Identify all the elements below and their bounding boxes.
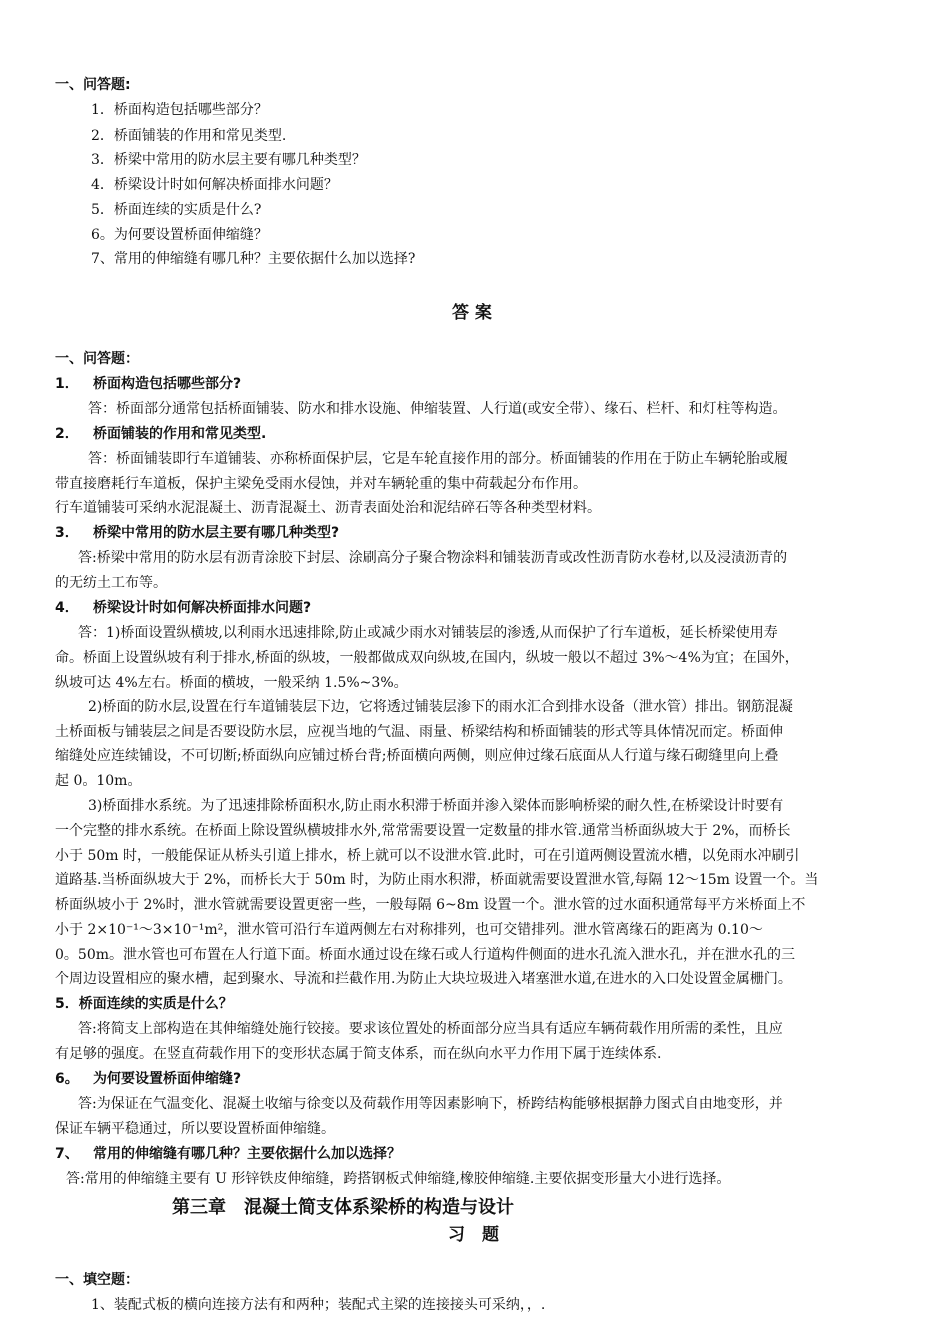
question-2: 2．桥面铺装的作用和常见类型. — [91, 128, 287, 144]
answer-3-line: 答:桥梁中常用的防水层有沥青涂胶下封层、涂刷高分子聚合物涂料和铺装沥青或改性沥青防水卷材,以及浸渍沥青的 — [78, 550, 788, 566]
answer-1-heading — [55, 374, 241, 394]
fill-in-item-1: 1、装配式板的横向连接方法有和两种；装配式主梁的连接接头可采纳，，. — [91, 1297, 546, 1313]
answer-4-line: 答：1)桥面设置纵横坡,以利雨水迅速排除,防止或减少雨水对铺装层的渗透,从而保护了行车道板，延长桥梁使用寿 — [78, 625, 778, 641]
answer-4-line: 缩缝处应连续铺设，不可切断;桥面纵向应铺过桥台背;桥面横向两侧，则应伸过缘石底面从人行道与缘石砌缝里向上叠 — [55, 748, 779, 764]
answer-4-line: 0。50m。泄水管也可布置在人行道下面。桥面水通过设在缘石或人行道构件侧面的进水孔流入泄水孔，并在泄水孔的三 — [55, 947, 795, 963]
answer-3-heading — [55, 523, 339, 543]
answer-4-line: 命。桥面上设置纵坡有利于排水,桥面的纵坡，一般都做成双向纵坡,在国内，纵坡一般以不超过 3%～4%为宜；在国外， — [55, 650, 799, 666]
answer-4-line: 道路基.当桥面纵坡大于 2%，而桥长大于 50m 时，为防止雨水积滞，桥面就需要设置泄水管,每隔 12～15m 设置一个。当 — [55, 872, 819, 888]
answer-1-number: 1． — [55, 376, 79, 392]
answer-3-line: 的无纺土工布等。 — [55, 575, 167, 591]
answer-7-line: 答:常用的伸缩缝主要有 U 形锌铁皮伸缩缝，跨搭钢板式伸缩缝,橡胶伸缩缝.主要依据变形量大小进行选择。 — [66, 1171, 731, 1187]
answer-7-number: 7、 — [55, 1146, 79, 1162]
answer-4-line: 2)桥面的防水层,设置在行车道铺装层下边，它将透过铺装层渗下的雨水汇合到排水设备（泄水管）排出。钢筋混凝 — [88, 699, 793, 715]
answers-heading: 一、问答题： — [55, 351, 139, 367]
answer-5-line: 有足够的强度。在竖直荷载作用下的变形状态属于简支体系，而在纵向水平力作用下属于连续体系. — [55, 1046, 662, 1062]
answer-5-heading: 5．桥面连续的实质是什么？ — [55, 996, 233, 1012]
answer-2-line: 带直接磨耗行车道板，保护主梁免受雨水侵蚀，并对车辆轮重的集中荷载起分布作用。 — [55, 476, 587, 492]
answer-2-line: 行车道铺装可采纳水泥混凝土、沥青混凝土、沥青表面处治和泥结碎石等各种类型材料。 — [55, 500, 601, 516]
answer-3-number: 3． — [55, 525, 79, 541]
answer-3-title: 桥梁中常用的防水层主要有哪几种类型? — [93, 525, 340, 541]
chapter-title: 第三章 混凝土简支体系梁桥的构造与设计 — [172, 1197, 514, 1218]
question-6: 6。为何要设置桥面伸缩缝？ — [91, 227, 268, 243]
answer-4-line: 起 0。10m。 — [55, 773, 142, 789]
fill-in-heading: 一、填空题： — [55, 1272, 139, 1288]
answer-4-line: 桥面纵坡小于 2%时，泄水管就需要设置更密一些，一般每隔 6~8m 设置一个。泄水管的过水面积通常每平方米桥面上不 — [55, 897, 806, 913]
answer-6-number: 6。 — [55, 1071, 79, 1087]
answer-6-heading — [55, 1069, 241, 1089]
question-3: 3．桥梁中常用的防水层主要有哪几种类型？ — [91, 152, 366, 168]
answer-1-line: 答：桥面部分通常包括桥面铺装、防水和排水设施、伸缩装置、人行道(或安全带）、缘石、栏杆、和灯柱等构造。 — [88, 401, 787, 417]
questions-heading: 一、问答题: — [55, 77, 131, 93]
answer-5-line: 答:将简支上部构造在其伸缩缝处施行铰接。要求该位置处的桥面部分应当具有适应车辆荷载作用所需的柔性，且应 — [78, 1021, 783, 1037]
chapter-subtitle: 习 题 — [448, 1225, 499, 1245]
answer-4-line: 纵坡可达 4%左右。桥面的横坡，一般采纳 1.5%~3%。 — [55, 675, 408, 691]
answers-title: 答 案 — [452, 303, 492, 323]
answer-4-line: 小于 2×10⁻¹～3×10⁻¹m²，泄水管可沿行车道两侧左右对称排列，也可交错排列。泄水管离缘石的距离为 0.10～ — [55, 922, 763, 938]
answer-2-number: 2． — [55, 426, 79, 442]
answer-6-line: 保证车辆平稳通过，所以要设置桥面伸缩缝。 — [55, 1121, 335, 1137]
answer-6-line: 答:为保证在气温变化、混凝土收缩与徐变以及荷载作用等因素影响下，桥跨结构能够根据静力图式自由地变形，并 — [78, 1096, 783, 1112]
answer-2-heading — [55, 424, 266, 444]
answer-4-line: 个周边设置相应的聚水槽，起到聚水、导流和拦截作用.为防止大块垃圾进入堵塞泄水道,在进水的入口处设置金属栅门。 — [55, 971, 792, 987]
answer-4-number: 4． — [55, 600, 79, 616]
answer-4-line: 小于 50m 时，一般能保证从桥头引道上排水，桥上就可以不设泄水管.此时，可在引道两侧设置流水槽，以免雨水冲刷引 — [55, 848, 800, 864]
answer-2-title: 桥面铺装的作用和常见类型. — [93, 426, 267, 442]
question-1: 1．桥面构造包括哪些部分？ — [91, 102, 268, 118]
answer-4-heading — [55, 598, 311, 618]
answer-7-heading — [55, 1144, 401, 1164]
answer-4-title: 桥梁设计时如何解决桥面排水问题? — [93, 600, 312, 616]
answer-4-line: 土桥面板与铺装层之间是否要设防水层，应视当地的气温、雨量、桥梁结构和桥面铺装的形式等具体情况而定。桥面伸 — [55, 724, 783, 740]
answer-4-line: 3)桥面排水系统。为了迅速排除桥面积水,防止雨水积滞于桥面并渗入梁体而影响桥梁的耐久性,在桥梁设计时要有 — [88, 798, 784, 814]
answer-4-line: 一个完整的排水系统。在桥面上除设置纵横坡排水外,常常需要设置一定数量的排水管.通常当桥面纵坡大于 2%，而桥长 — [55, 823, 791, 839]
question-4: 4．桥梁设计时如何解决桥面排水问题？ — [91, 177, 338, 193]
answer-1-title: 桥面构造包括哪些部分? — [93, 376, 242, 392]
question-7: 7、常用的伸缩缝有哪几种？主要依据什么加以选择? — [91, 251, 416, 267]
question-5: 5．桥面连续的实质是什么? — [91, 202, 262, 218]
answer-6-title: 为何要设置桥面伸缩缝? — [93, 1071, 242, 1087]
answer-2-line: 答：桥面铺装即行车道铺装、亦称桥面保护层，它是车轮直接作用的部分。桥面铺装的作用在于防止车辆轮胎或履 — [88, 451, 788, 467]
answer-7-title: 常用的伸缩缝有哪几种？主要依据什么加以选择？ — [93, 1146, 401, 1162]
